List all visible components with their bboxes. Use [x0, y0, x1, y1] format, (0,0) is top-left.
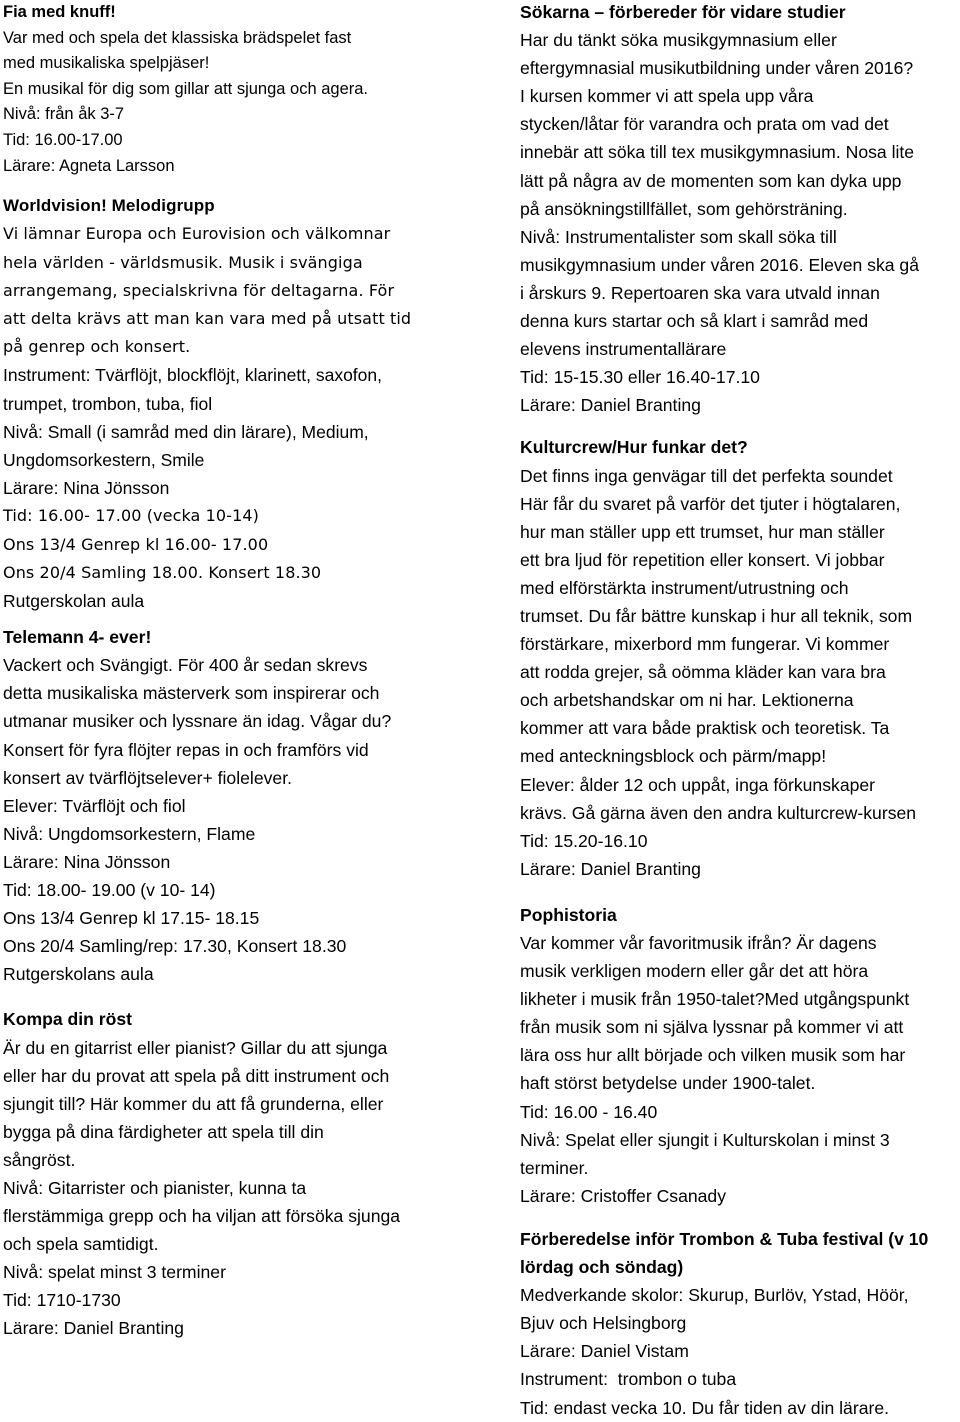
text-line: Tid: 15.20-16.10	[520, 830, 648, 851]
text-line: Nivå: Gitarrister och pianister, kunna ta	[3, 1177, 307, 1198]
text-line: eller har du provat att spela på ditt instrument och	[3, 1065, 390, 1086]
text-line: från musik som ni själva lyssnar på kommer vi att	[520, 1017, 904, 1038]
text-line: musik verkligen modern eller går det att höra	[520, 961, 869, 982]
text-line: terminer.	[520, 1157, 589, 1178]
text-line: med elförstärkta instrument/utrustning och	[520, 577, 849, 598]
text-line: att delta krävs att man kan vara med på utsatt tid	[3, 308, 412, 328]
text-line: Tid: 18.00- 19.00 (v 10- 14)	[3, 880, 216, 901]
text-line: bygga på dina färdigheter att spela till din	[3, 1121, 324, 1142]
text-line: En musikal för dig som gillar att sjunga och agera.	[3, 79, 369, 98]
text-line: i årskurs 9. Repertoaren ska vara utvald innan	[520, 282, 880, 303]
section-forberedelse-trombon-tuba	[520, 1225, 960, 1422]
section-kompa-din-rost	[3, 1005, 473, 1342]
text-line: Rutgerskolan aula	[3, 591, 145, 611]
text-line: eftergymnasial musikutbildning under våren 2016?	[520, 58, 914, 79]
text-line: denna kurs startar och så klart i samråd med	[520, 311, 869, 332]
text-line: konsert av tvärflöjtselever+ fiolelever.	[3, 767, 292, 788]
text-line: Har du tänkt söka musikgymnasium eller	[520, 30, 837, 51]
text-line: Nivå: Spelat eller sjungit i Kulturskolan i minst 3	[520, 1129, 890, 1150]
text-line: Tid: 15-15.30 eller 16.40-17.10	[520, 367, 760, 388]
section-title: Pophistoria	[520, 904, 617, 925]
text-line: Elever: ålder 12 och uppåt, inga förkunskaper	[520, 774, 876, 795]
text-line: att rodda grejer, så oömma kläder kan vara bra	[520, 662, 886, 683]
text-line: Det finns inga genvägar till det perfekta soundet	[520, 465, 893, 486]
left-column	[3, 0, 473, 1343]
text-line: Rutgerskolans aula	[3, 964, 154, 985]
text-line: Medverkande skolor: Skurup, Burlöv, Ystad, Höör,	[520, 1285, 909, 1306]
text-line: Lärare: Daniel Branting	[3, 1318, 184, 1339]
text-line: Vackert och Svängigt. För 400 år sedan skrevs	[3, 655, 368, 676]
text-line: Elever: Tvärflöjt och fiol	[3, 795, 186, 816]
text-line: Tid: 16.00- 17.00 (vecka 10-14)	[3, 506, 259, 526]
text-line: musikgymnasium under våren 2016. Eleven ska gå	[520, 254, 920, 275]
text-line: Ons 13/4 Genrep kl 17.15- 18.15	[3, 908, 260, 929]
text-line: Här får du svaret på varför det tjuter i högtalaren,	[520, 493, 901, 514]
text-line: I kursen kommer vi att spela upp våra	[520, 86, 814, 107]
text-line: Instrument: Tvärflöjt, blockflöjt, klarinett, saxofon,	[3, 365, 383, 386]
text-line: trumset. Du får bättre kunskap i hur all teknik, som	[520, 605, 913, 626]
text-line: Är du en gitarrist eller pianist? Gillar du att sjunga	[3, 1037, 388, 1058]
text-line: likheter i musik från 1950-talet?Med utgångspunkt	[520, 989, 910, 1010]
text-line: Instrument: trombon o tuba	[520, 1369, 737, 1390]
text-line: lära oss hur allt började och vilken musik som har	[520, 1045, 906, 1066]
text-line: Bjuv och Helsingborg	[520, 1313, 687, 1334]
text-line: och arbetshandskar om ni har. Lektionerna	[520, 690, 854, 711]
text-line: stycken/låtar för varandra och prata om vad det	[520, 114, 889, 135]
text-line: Nivå: från åk 3-7	[3, 105, 125, 124]
section-title: Kulturcrew/Hur funkar det?	[520, 437, 748, 458]
text-line: med musikaliska spelpjäser!	[3, 54, 210, 73]
section-pophistoria	[520, 901, 960, 1210]
text-line: Ons 13/4 Genrep kl 16.00- 17.00	[3, 534, 269, 554]
text-line: Lärare: Daniel Branting	[520, 395, 701, 416]
section-title-line: Förberedelse inför Trombon & Tuba festival (v 10	[520, 1228, 929, 1249]
text-line: Var kommer vår favoritmusik ifrån? Är dagens	[520, 933, 877, 953]
section-sokarna	[520, 0, 960, 419]
text-line: elevens instrumentallärare	[520, 339, 727, 360]
section-kulturcrew	[520, 433, 960, 883]
text-line: arrangemang, specialskrivna för deltagarna. För	[3, 280, 395, 300]
text-line: Nivå: Instrumentalister som skall söka till	[520, 226, 837, 247]
section-title-line: lördag och söndag)	[520, 1257, 684, 1278]
section-telemann	[3, 623, 473, 988]
text-line: med anteckningsblock och pärm/mapp!	[520, 746, 827, 767]
text-line: Lärare: Nina Jönsson	[3, 851, 171, 872]
text-line: kommer att vara både praktisk och teoretisk. Ta	[520, 718, 890, 739]
text-line: sångröst.	[3, 1149, 76, 1170]
right-column	[520, 0, 960, 1422]
text-line: ett bra ljud för repetition eller konsert. Vi jobbar	[520, 549, 885, 570]
text-line: haft störst betydelse under 1900-talet.	[520, 1073, 816, 1094]
text-line: Lärare: Nina Jönsson	[3, 478, 170, 499]
section-worldvision	[3, 192, 473, 615]
text-line: Vi lämnar Europa och Eurovision och välkomnar	[3, 224, 391, 244]
text-line: och spela samtidigt.	[3, 1234, 159, 1255]
text-line: utmanar musiker och lyssnare än idag. Vågar du?	[3, 711, 392, 732]
text-line: hur man ställer upp ett trumset, hur man ställer	[520, 521, 885, 542]
text-line: Ungdomsorkestern, Smile	[3, 449, 205, 470]
text-line: Ons 20/4 Samling 18.00. Konsert 18.30	[3, 562, 322, 582]
text-line: Lärare: Cristoffer Csanady	[520, 1185, 727, 1206]
text-line: Tid: 16.00-17.00	[3, 130, 123, 149]
text-line: innebär att söka till tex musikgymnasium. Nosa lite	[520, 142, 915, 163]
text-line: Var med och spela det klassiska brädspelet fast	[3, 28, 352, 47]
text-line: krävs. Gå gärna även den andra kulturcrew-kursen	[520, 802, 917, 823]
text-line: Lärare: Daniel Branting	[520, 858, 701, 879]
text-line: detta musikaliska mästerverk som inspirerar och	[3, 683, 380, 704]
text-line: på ansökningstillfället, som gehörsträning.	[520, 198, 848, 219]
text-line: Ons 20/4 Samling/rep: 17.30, Konsert 18.30	[3, 936, 347, 957]
text-line: förstärkare, mixerbord mm fungerar. Vi kommer	[520, 634, 890, 655]
section-title: Sökarna – förbereder för vidare studier	[520, 2, 846, 22]
text-line: hela världen - världsmusik. Musik i svängiga	[3, 252, 363, 272]
text-line: lätt på några av de momenten som kan dyka upp	[520, 170, 902, 191]
text-line: Tid: endast vecka 10. Du får tiden av din lärare.	[520, 1397, 890, 1418]
text-line: på genrep och konsert.	[3, 337, 191, 357]
text-line: Tid: 1710-1730	[3, 1290, 121, 1311]
text-line: flerstämmiga grepp och ha viljan att försöka sjunga	[3, 1206, 401, 1227]
section-title: Telemann 4- ever!	[3, 627, 152, 648]
text-line: Konsert för fyra flöjter repas in och framförs vid	[3, 739, 369, 760]
text-line: sjungit till? Här kommer du att få grunderna, eller	[3, 1093, 384, 1114]
section-title: Kompa din röst	[3, 1009, 133, 1030]
text-line: Nivå: Small (i samråd med din lärare), Medium,	[3, 421, 369, 442]
text-line: Tid: 16.00 - 16.40	[520, 1101, 658, 1122]
text-line: Lärare: Agneta Larsson	[3, 156, 175, 175]
section-title: Worldvision! Melodigrupp	[3, 196, 215, 216]
text-line: Nivå: spelat minst 3 terminer	[3, 1262, 226, 1283]
section-fia-med-knuff	[3, 0, 473, 179]
text-line: Nivå: Ungdomsorkestern, Flame	[3, 823, 256, 844]
section-title: Fia med knuff!	[3, 3, 116, 21]
text-line: Lärare: Daniel Vistam	[520, 1341, 689, 1362]
text-line: trumpet, trombon, tuba, fiol	[3, 393, 213, 414]
